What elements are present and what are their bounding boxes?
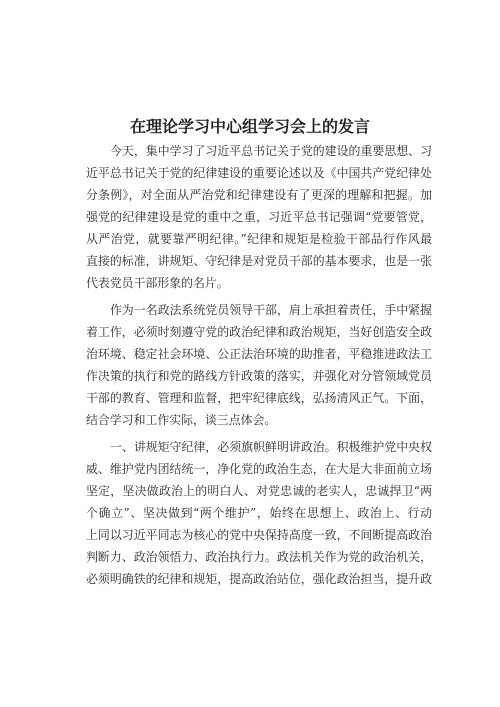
paragraph-2-line-1: 作为一名政法系统党员领导干部，肩上承担着责任，手中紧握 [110,303,432,317]
paragraph-1-line-1: 今天，集中学习了习近平总书记关于党的建设的重要思想、习 [110,144,432,158]
paragraph-3-line-5: 上同以习近平同志为核心的党中央保持高度一致，不间断提高政治 [86,528,432,542]
paragraph-3-line-7: 必须明确铁的纪律和规矩，提高政治站位，强化政治担当，提升政 [86,572,432,586]
paragraph-3-line-6: 判断力、政治领悟力、政治执行力。政法机关作为党的政治机关， [86,550,432,564]
document-title: 在理论学习中心组学习会上的发言 [129,117,370,136]
paragraph-1-line-4: 强党的纪律建设是党的重中之重，习近平总书记强调“党要管党， [86,210,432,224]
paragraph-3-line-2: 威、维护党内团结统一，净化党的政治生态，在大是大非面前立场 [86,462,432,476]
paragraph-3-line-4: 个确立”、坚决做到“两个维护”，始终在思想上、政治上、行动 [86,506,432,520]
paragraph-3-line-1: 一、讲规矩守纪律，必须旗帜鲜明讲政治。积极维护党中央权 [110,440,432,454]
paragraph-1-line-6: 直接的标准，讲规矩、守纪律是对党员干部的基本要求，也是一张 [86,254,432,268]
paragraph-2-line-6: 结合学习和工作实际，谈三点体会。 [86,413,277,427]
paragraph-2-line-4: 作决策的执行和党的路线方针政策的落实，并强化对分管领域党员 [86,369,432,383]
paragraph-1-line-2: 近平总书记关于党的纪律建设的重要论述以及《中国共产党纪律处 [86,166,432,180]
paragraph-1-line-5: 从严治党，就要靠严明纪律。”纪律和规矩是检验干部品行作风最 [86,232,432,246]
paragraph-1-line-7: 代表党员干部形象的名片。 [86,276,229,290]
paragraph-3-line-3: 坚定，坚决做政治上的明白人、对党忠诚的老实人，忠诚捍卫“两 [86,484,432,498]
paragraph-2-line-2: 着工作，必须时刻遵守党的政治纪律和政治规矩，当好创造安全政 [86,325,432,339]
paragraph-1-line-3: 分条例》，对全面从严治党和纪律建设有了更深的理解和把握。加 [86,188,432,202]
paragraph-2-line-3: 治环境、稳定社会环境、公正法治环境的助推者，平稳推进政法工 [86,347,432,361]
paragraph-2-line-5: 干部的教育、管理和监督，把牢纪律底线，弘扬清风正气。下面， [86,391,432,405]
